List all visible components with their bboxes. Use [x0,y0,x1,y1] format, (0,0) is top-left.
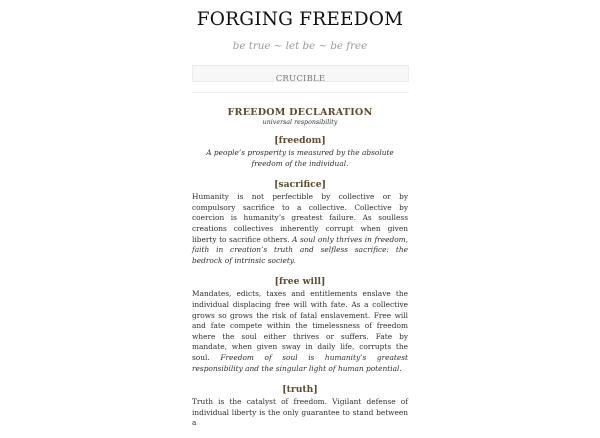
header-divider [192,92,409,93]
section-text: Truth is the catalyst of freedom. Vigilant defense of individual liberty is the only guarantee to stand between a [192,397,408,428]
section-heading: [truth] [282,384,318,396]
site-header [0,0,600,53]
section-sacrifice [192,178,408,266]
section-heading: [free will] [274,276,326,288]
article-content [192,107,408,438]
main-navigation [192,65,409,82]
section-body [192,289,408,374]
nav-item-crucible[interactable]: CRUCIBLE [275,74,326,84]
section-freedom [192,134,408,169]
section-emphasis: A people’s prosperity is measured by the absolute freedom of the individual. [206,148,394,168]
site-title[interactable]: FORGING FREEDOM [196,9,404,30]
section-body [192,148,408,169]
section-body [192,397,408,429]
section-free-will [192,275,408,374]
site-tagline: be true ~ let be ~ be free [232,40,368,52]
section-text: Humanity is not perfectible by collective or by compulsory sacrifice to a collective. Collective by coercion is humanity’s greatest failure. As soulless creations collectives inherently corrupt when given liberty to sacrifice others. [192,192,408,244]
section-truth [192,383,408,429]
article-subtitle: universal responsibility [262,119,338,126]
article-title: FREEDOM DECLARATION [227,107,373,118]
section-text: Mandates, edicts, taxes and entitlements enslave the individual displacing free will with fate. As a collective grows so grows the risk of fatal enslavement. Free will and fate compete within the timelessness of freedom where the soul either thrives or suffers. Fate by mandate, when given sway in daily life, corrupts the soul. [192,289,408,362]
section-heading: [sacrifice] [274,179,326,191]
section-body [192,192,408,266]
section-heading: [freedom] [274,135,326,146]
section-emphasis: A soul only thrives in freedom, faith in creation’s truth and selfless sacrifice: the bedrock of intrinsic society. [192,234,408,265]
section-emphasis: Freedom of soul is humanity’s greatest responsibility and the singular light of human potential. [192,352,409,373]
